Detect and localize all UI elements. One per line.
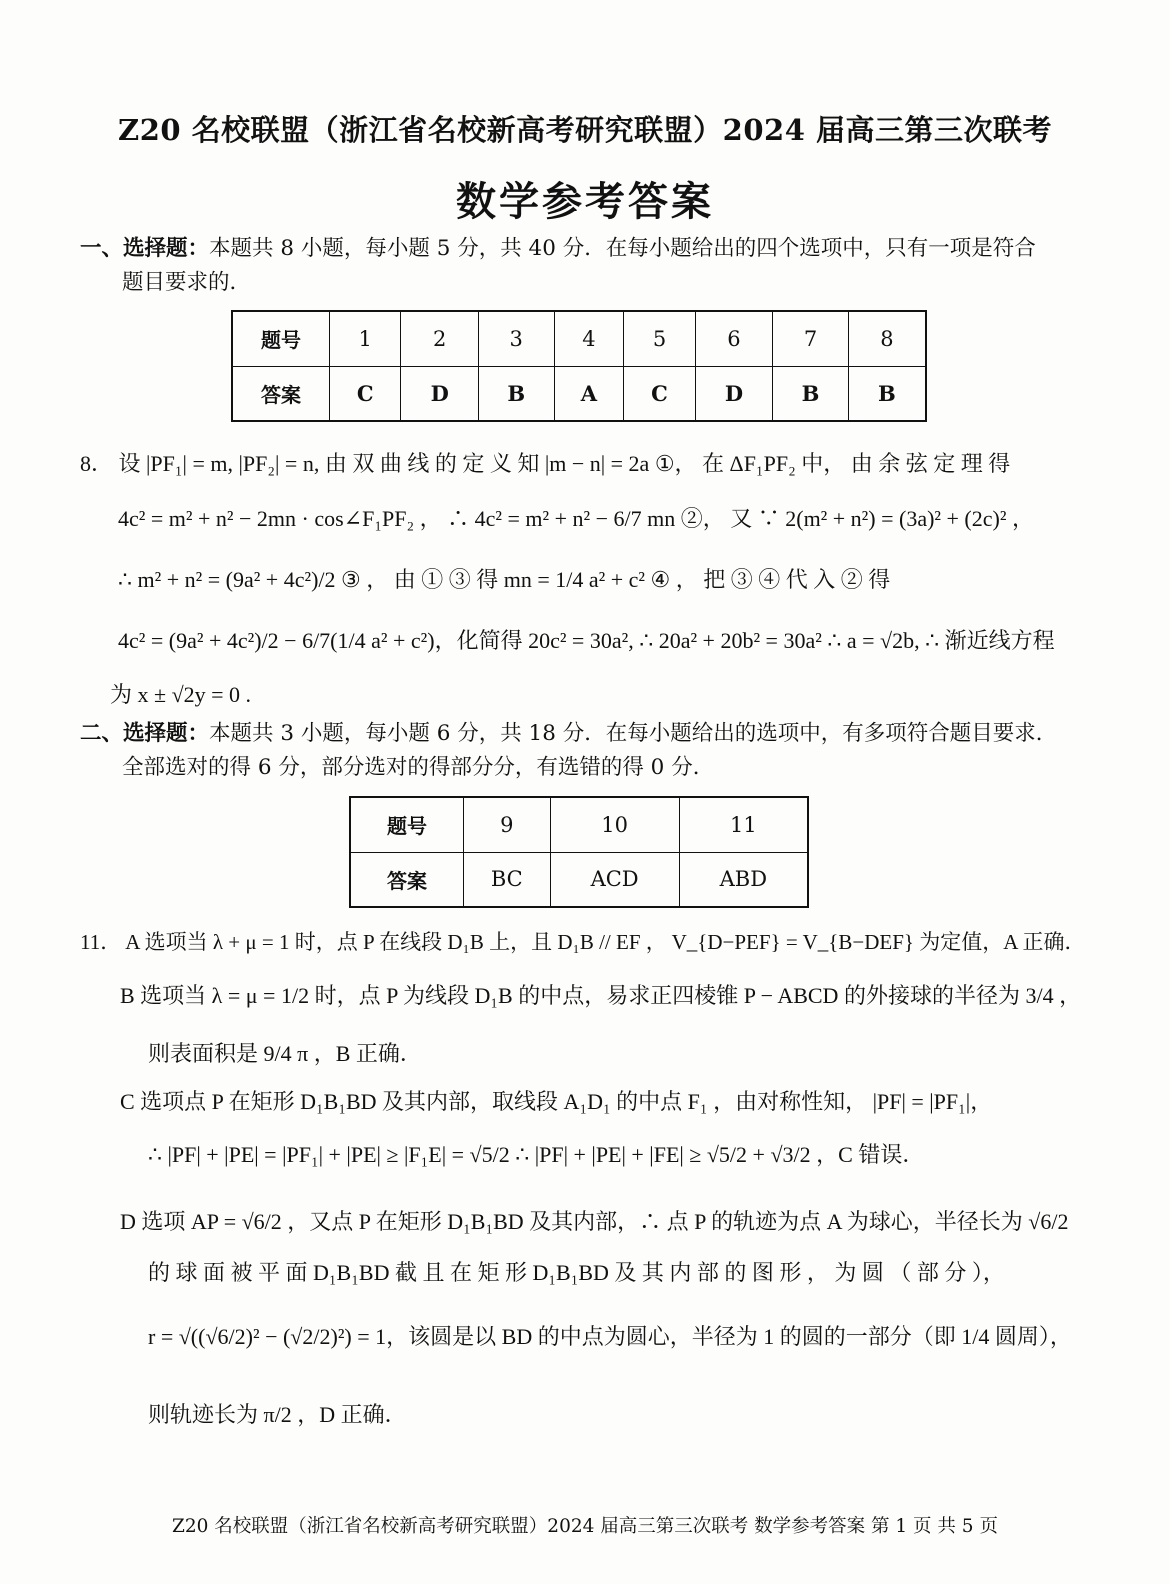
table-row-answers (350, 852, 808, 907)
table-cell-a8: B (848, 366, 926, 421)
q8-line-2: 4c² = m² + n² − 2mn · cos∠F₁PF₂ ， ∴ 4c² = m² + n² − 6/7 mn ②， 又 ∵ 2(m² + n²) = (3a)² + (2c)² ， (118, 506, 1034, 531)
table-cell-a5: C (624, 366, 695, 421)
q11-option-d-line-3: r = √((√6/2)² − (√2/2)²) = 1，该圆是以 BD 的中点为圆心，半径为 1 的圆的一部分（即 1/4 圆周）， (148, 1324, 1072, 1349)
table-cell-a9: BC (464, 852, 551, 907)
table-row-numbers (350, 797, 808, 852)
q11-option-b-line-1: B 选项当 λ = μ = 1/2 时，点 P 为线段 D₁B 的中点，易求正四棱锥 P − ABCD 的外接球的半径为 3/4 ， (120, 983, 1082, 1008)
section-2-heading: 二、选择题： (80, 721, 210, 746)
q11-option-d-line-1: D 选项 AP = √6/2 ，又点 P 在矩形 D₁B₁BD 及其内部，∴ 点 P 的轨迹为点 A 为球心，半径长为 √6/2 (120, 1209, 1069, 1234)
table-cell-a11: ABD (679, 852, 808, 907)
answer-table-2 (349, 796, 809, 908)
q8-line-5: 为 x ± √2y = 0 . (110, 682, 252, 707)
table-cell-a3: B (478, 366, 554, 421)
table-cell-a4: A (554, 366, 624, 421)
table-header-a: 答案 (232, 366, 330, 421)
table-cell-a2: D (401, 366, 479, 421)
q11-option-a: 11． A 选项当 λ + μ = 1 时，点 P 在线段 D₁B 上，且 D₁B // EF ， V_{D−PEF} = V_{B−DEF} 为定值，A 正确． (80, 930, 1086, 954)
table-row-numbers (232, 311, 926, 366)
section-1-text-2: 题目要求的． (122, 270, 252, 295)
table-cell-a7: B (773, 366, 849, 421)
page-footer: Z20 名校联盟（浙江省名校新高考研究联盟）2024 届高三第三次联考 数学参考答案 第 1 页 共 5 页 (172, 1516, 998, 1537)
table-cell-q3: 3 (478, 311, 554, 366)
document-title: Z20 名校联盟（浙江省名校新高考研究联盟）2024 届高三第三次联考 (118, 113, 1052, 147)
table-cell-q8: 8 (848, 311, 926, 366)
section-1-intro (80, 232, 1090, 300)
table-cell-q7: 7 (773, 311, 849, 366)
answer-table-1 (231, 310, 927, 422)
table-row-answers (232, 366, 926, 421)
q11-option-d-line-4: 则轨迹长为 π/2 ，D 正确． (148, 1402, 407, 1427)
table-cell-q4: 4 (554, 311, 624, 366)
q11-option-b-line-2: 则表面积是 9/4 π ，B 正确． (148, 1041, 422, 1066)
q8-line-4: 4c² = (9a² + 4c²)/2 − 6/7(1/4 a² + c²)，化简得 20c² = 30a², ∴ 20a² + 20b² = 30a² ∴ a = √2b, ∴ 渐近线方程 (118, 628, 1055, 653)
table-header-a: 答案 (350, 852, 464, 907)
section-2-intro (80, 717, 1090, 785)
table-cell-q2: 2 (401, 311, 479, 366)
table-cell-q11: 11 (679, 797, 808, 852)
q11-option-c-line-1: C 选项点 P 在矩形 D₁B₁BD 及其内部，取线段 A₁D₁ 的中点 F₁ ，由对称性知， |PF| = |PF₁|， (120, 1089, 993, 1114)
table-cell-a6: D (695, 366, 773, 421)
section-2-text-2: 全部选对的得 6 分，部分选对的得部分分，有选错的得 0 分． (122, 755, 715, 780)
q11-option-c-line-2: ∴ |PF| + |PE| = |PF₁| + |PE| ≥ |F₁E| = √5/2 ∴ |PF| + |PE| + |FE| ≥ √5/2 + √3/2 ，C 错误． (148, 1142, 925, 1167)
section-1-text: 本题共 8 小题，每小题 5 分，共 40 分．在每小题给出的四个选项中，只有一项是符合 (209, 236, 1036, 261)
table-cell-q1: 1 (330, 311, 401, 366)
table-cell-q6: 6 (695, 311, 773, 366)
table-cell-a10: ACD (550, 852, 679, 907)
table-header-q: 题号 (350, 797, 464, 852)
table-cell-q9: 9 (464, 797, 551, 852)
table-header-q: 题号 (232, 311, 330, 366)
section-1-heading: 一、选择题： (80, 236, 210, 261)
table-cell-a1: C (330, 366, 401, 421)
section-2-text: 本题共 3 小题，每小题 6 分，共 18 分．在每小题给出的选项中，有多项符合题目要求． (209, 721, 1058, 746)
document-subtitle: 数学参考答案 (456, 178, 714, 225)
q8-line-1: 8． 设 |PF₁| = m, |PF₂| = n, 由 双 曲 线 的 定 义 知 |m − n| = 2a ①， 在 ΔF₁PF₂ 中， 由 余 弦 定 理 得 (80, 451, 1011, 476)
q8-line-3: ∴ m² + n² = (9a² + 4c²)/2 ③ ， 由 ① ③ 得 mn = 1/4 a² + c² ④ ， 把 ③ ④ 代 入 ② 得 (118, 567, 891, 592)
table-cell-q5: 5 (624, 311, 695, 366)
q11-option-d-line-2: 的 球 面 被 平 面 D₁B₁BD 截 且 在 矩 形 D₁B₁BD 及 其 内 部 的 图 形 ， 为 圆 （ 部 分 ）， (148, 1260, 1005, 1285)
table-cell-q10: 10 (550, 797, 679, 852)
